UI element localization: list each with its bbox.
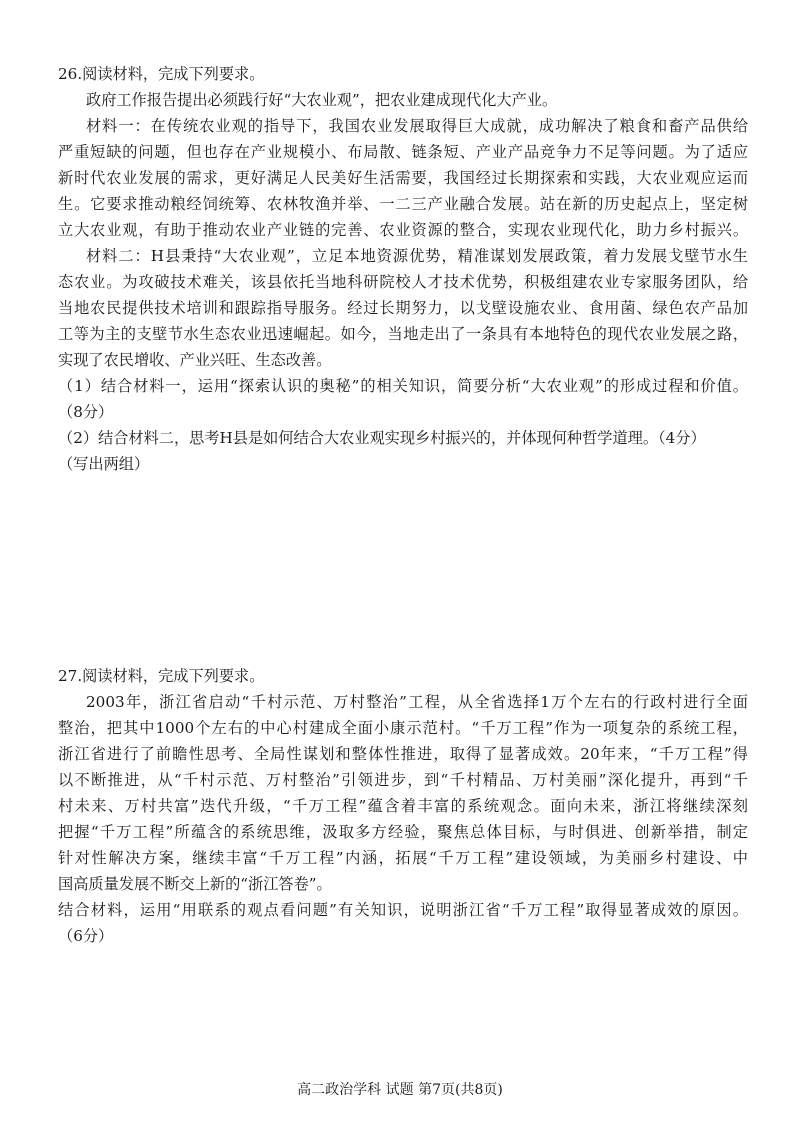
q26-question1-score: （8分） — [58, 403, 114, 421]
q26-material2-line: 态农业。为攻破技术难关，该县依托当地科研院校人才技术优势，积极组建农业专家服务团队，给 — [58, 273, 748, 291]
q27-material-line: 针对性解决方案，继续丰富“千万工程”内涵，拓展“千万工程”建设领域，为美丽乡村建设、中 — [58, 849, 748, 867]
q26-material2-line: 材料二：H县秉持“大农业观”，立足本地资源优势，精准谋划发展政策，着力发展戈壁节水生 — [86, 247, 748, 265]
q26-question2: （2）结合材料二，思考H县是如何结合大农业观实现乡村振兴的，并体现何种哲学道理。（4分） — [58, 429, 706, 447]
q27-material-line: 以不断推进，从“千村示范、万村整治”引领进步，到“千村精品、万村美丽”深化提升，再到“千 — [58, 771, 748, 789]
q26-material2-line: 当地农民提供技术培训和跟踪指导服务。经过长期努力，以戈壁设施农业、食用菌、绿色农产品加 — [58, 299, 748, 317]
q26-material1-line: 新时代农业发展的需求，更好满足人民美好生活需要，我国经过长期探索和实践，大农业观应运而 — [58, 169, 748, 187]
q27-material-line: 国高质量发展不断交上新的“浙江答卷”。 — [58, 875, 332, 893]
q26-question2-note: （写出两组） — [58, 455, 150, 473]
q26-material1-line: 立大农业观，有助于推动农业产业链的完善、农业资源的整合，实现农业现代化，助力乡村振兴。 — [58, 221, 748, 239]
q27-material-line: 把握“千万工程”所蕴含的系统思维，汲取多方经验，聚焦总体目标，与时俱进、创新举措，制定 — [58, 823, 748, 841]
q27-question: 结合材料，运用“用联系的观点看问题”有关知识，说明浙江省“千万工程”取得显著成效的原因。 — [58, 901, 748, 919]
q27-material-line: 2003年，浙江省启动“千村示范、万村整治”工程，从全省选择1万个左右的行政村进行全面 — [86, 693, 748, 711]
page-footer: 高二政治学科 试题 第7页(共8页) — [297, 1082, 503, 1098]
q27-material-line: 整治，把其中1000个左右的中心村建成全面小康示范村。“千万工程”作为一项复杂的系统工程， — [58, 719, 748, 737]
q26-material1-line: 严重短缺的问题，但也存在产业规模小、布局散、链条短、产业产品竞争力不足等问题。为了适应 — [58, 143, 748, 161]
q26-question1: （1）结合材料一，运用“探索认识的奥秘”的相关知识，简要分析“大农业观”的形成过程和价值。 — [58, 377, 748, 395]
q26-material1-line: 材料一：在传统农业观的指导下，我国农业发展取得巨大成就，成功解决了粮食和畜产品供给 — [86, 117, 748, 135]
q27-material-line: 浙江省进行了前瞻性思考、全局性谋划和整体性推进，取得了显著成效。20年来，“千万工程”得 — [58, 745, 748, 763]
q27-question-score: （6分） — [58, 927, 114, 945]
q26-material2-line: 实现了农民增收、产业兴旺、生态改善。 — [58, 351, 332, 369]
q26-intro: 政府工作报告提出必须践行好“大农业观”，把农业建成现代化大产业。 — [86, 91, 558, 109]
q27-heading: 27.阅读材料，完成下列要求。 — [58, 667, 265, 685]
q26-material1-line: 生。它要求推动粮经饲统筹、农林牧渔并举、一二三产业融合发展。站在新的历史起点上，坚定树 — [58, 195, 748, 213]
q26-material2-line: 工等为主的支壁节水生态农业迅速崛起。如今，当地走出了一条具有本地特色的现代农业发展之路， — [58, 325, 748, 343]
q26-heading: 26.阅读材料，完成下列要求。 — [58, 65, 265, 83]
q27-material-line: 村未来、万村共富”迭代升级，“千万工程”蕴含着丰富的系统观念。面向未来，浙江将继续深刻 — [58, 797, 748, 815]
